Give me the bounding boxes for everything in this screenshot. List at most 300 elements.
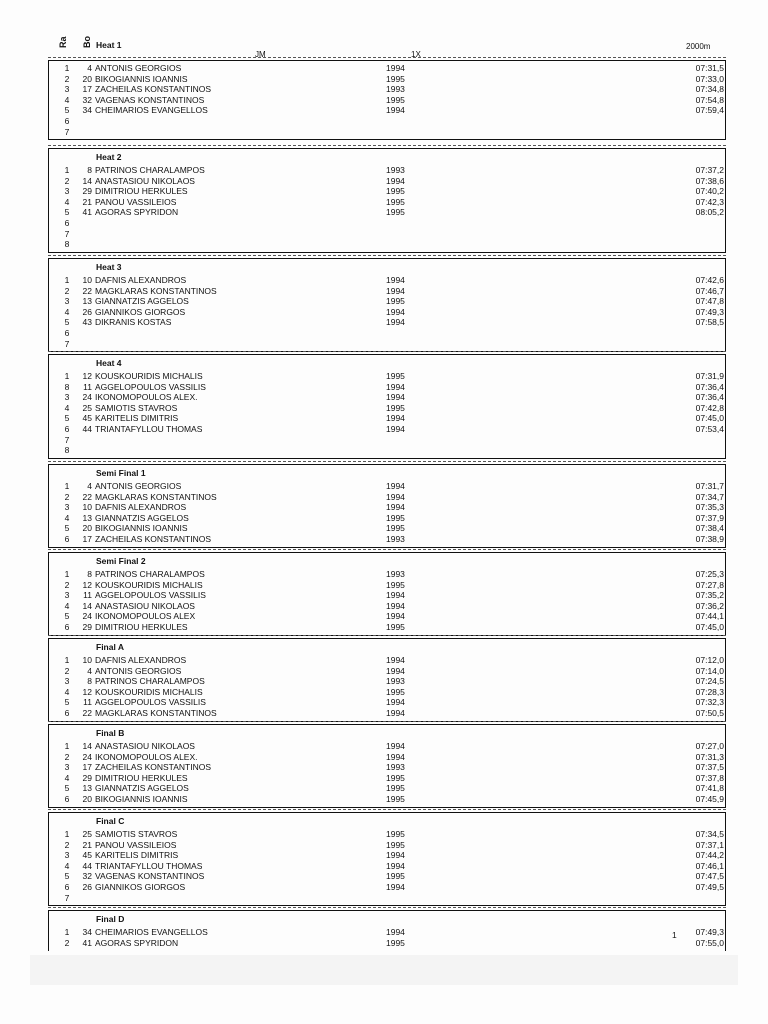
rank-cell: 4 [64,686,70,697]
bow-number-cell: 17 [82,84,92,95]
rank-cell: 6 [64,708,70,718]
rank-cell: 7 [64,434,70,445]
rower-name-cell: MAGKLARAS KONSTANTINOS [95,491,217,502]
finish-time-cell: 07:49,3 [695,927,724,937]
rower-name-cell: PANOU VASSILEIOS [95,839,177,850]
section-title: Semi Final 1 [96,468,146,478]
bow-number-cell: 45 [82,850,92,861]
rower-name-cell: KOUSKOURIDIS MICHALIS [95,686,203,697]
rank-cell: 5 [64,783,70,794]
result-row [0,741,768,752]
rank-cell: 1 [64,371,70,381]
finish-time-cell: 07:38,6 [695,175,724,186]
result-row [0,74,768,85]
rower-name-cell: ZACHEILAS KONSTANTINOS [95,534,212,544]
rower-name-cell: ANASTASIOU NIKOLAOS [95,600,195,611]
rank-cell: 6 [64,328,70,338]
result-row [0,207,768,218]
rank-cell: 3 [64,850,70,861]
finish-time-cell: 07:14,0 [695,665,724,676]
birth-year-cell: 1995 [386,512,405,523]
section-top-rule [48,351,726,352]
stray-mark: 1 [672,930,677,940]
result-row [0,481,768,492]
rank-cell: 2 [64,937,70,948]
rank-cell: 3 [64,296,70,307]
rower-name-cell: AGORAS SPYRIDON [95,937,179,948]
finish-time-cell: 07:37,5 [695,762,724,773]
rank-cell: 6 [64,882,70,892]
finish-time-cell: 07:12,0 [695,655,724,665]
finish-time-cell: 07:50,5 [695,708,724,718]
bow-number-cell: 34 [82,105,92,116]
birth-year-cell: 1995 [386,772,405,783]
section-title: Semi Final 2 [96,556,146,566]
rank-cell: 6 [64,218,70,228]
result-row [0,95,768,106]
finish-time-cell: 07:58,5 [695,317,724,328]
rower-name-cell: SAMIOTIS STAVROS [95,829,178,839]
rank-cell: 5 [64,871,70,882]
birth-year-cell: 1994 [386,708,405,718]
result-row [0,611,768,622]
birth-year-cell: 1994 [386,502,405,513]
rower-name-cell: ANTONIS GEORGIOS [95,63,182,73]
rank-cell: 3 [64,676,70,687]
finish-time-cell: 07:42,8 [695,402,724,413]
result-row [0,127,768,138]
bow-number-cell: 4 [87,665,92,676]
rank-cell: 8 [64,381,70,392]
result-row [0,882,768,893]
rower-name-cell: MAGKLARAS KONSTANTINOS [95,285,217,296]
category-header: JM [255,50,266,59]
rower-name-cell: ANASTASIOU NIKOLAOS [95,175,195,186]
result-row [0,492,768,503]
birth-year-cell: 1994 [386,611,405,622]
rower-name-cell: DIMITRIOU HERKULES [95,622,188,632]
rower-name-cell: ZACHEILAS KONSTANTINOS [95,762,212,773]
bow-number-cell: 12 [82,686,92,697]
rank-cell: 2 [64,175,70,186]
birth-year-cell: 1994 [386,665,405,676]
section-title: Heat 4 [96,358,122,368]
finish-time-cell: 07:42,6 [695,275,724,285]
rank-cell: 4 [64,402,70,413]
rower-name-cell: GIANNIKOS GIORGOS [95,882,186,892]
finish-time-cell: 07:41,8 [695,783,724,794]
finish-time-cell: 07:45,0 [695,622,724,632]
bow-number-cell: 11 [83,590,92,601]
finish-time-cell: 07:31,3 [695,751,724,762]
birth-year-cell: 1994 [386,413,405,424]
rank-cell: 6 [64,116,70,126]
rank-cell: 4 [64,512,70,523]
birth-year-cell: 1995 [386,622,405,632]
rower-name-cell: ZACHEILAS KONSTANTINOS [95,84,212,95]
rower-name-cell: DAFNIS ALEXANDROS [95,655,187,665]
bow-number-cell: 17 [82,762,92,773]
bow-number-cell: 4 [87,63,92,73]
finish-time-cell: 07:37,2 [695,165,724,175]
result-row [0,197,768,208]
rank-cell: 3 [64,186,70,197]
result-row [0,63,768,74]
result-row [0,622,768,633]
result-row [0,783,768,794]
rank-cell: 6 [64,622,70,632]
finish-time-cell: 07:31,5 [695,63,724,73]
result-row [0,165,768,176]
section-top-rule [48,549,726,550]
rower-name-cell: BIKOGIANNIS IOANNIS [95,794,188,804]
rank-cell: 4 [64,860,70,871]
bow-number-cell: 8 [87,676,92,687]
rank-cell: 7 [64,126,70,137]
finish-time-cell: 07:37,1 [695,839,724,850]
rower-name-cell: ANTONIS GEORGIOS [95,481,182,491]
finish-time-cell: 07:25,3 [695,569,724,579]
result-row [0,752,768,763]
birth-year-cell: 1994 [386,285,405,296]
bow-number-cell: 4 [87,481,92,491]
rank-cell: 1 [64,569,70,579]
birth-year-cell: 1993 [386,534,405,544]
section-top-rule [48,57,726,58]
section-title: Final B [96,728,125,738]
rank-cell: 2 [64,839,70,850]
bow-number-cell: 17 [82,534,92,544]
bow-number-cell: 32 [82,871,92,882]
rower-name-cell: GIANNIKOS GIORGOS [95,306,186,317]
bow-number-cell: 29 [82,622,92,632]
finish-time-cell: 07:46,1 [695,860,724,871]
bow-number-cell: 21 [82,839,92,850]
birth-year-cell: 1994 [386,491,405,502]
birth-year-cell: 1994 [386,481,405,491]
section-title: Final A [96,642,125,652]
bow-number-cell: 25 [82,829,92,839]
result-row [0,116,768,127]
rank-cell: 1 [64,927,70,937]
bow-number-cell: 12 [82,371,92,381]
birth-year-cell: 1995 [386,829,405,839]
result-row [0,840,768,851]
bow-number-cell: 14 [82,600,92,611]
rower-name-cell: MAGKLARAS KONSTANTINOS [95,708,217,718]
result-row [0,403,768,414]
birth-year-cell: 1995 [386,871,405,882]
bow-number-cell: 10 [82,655,92,665]
finish-time-cell: 07:40,2 [695,186,724,197]
bow-number-cell: 12 [82,579,92,590]
distance-header: 2000m [686,42,711,51]
result-row [0,307,768,318]
birth-year-cell: 1994 [386,381,405,392]
result-row [0,317,768,328]
result-row [0,938,768,949]
rower-name-cell: AGGELOPOULOS VASSILIS [95,590,206,601]
finish-time-cell: 07:44,1 [695,611,724,622]
birth-year-cell: 1994 [386,927,405,937]
birth-year-cell: 1993 [386,569,405,579]
result-row [0,861,768,872]
rower-name-cell: GIANNATZIS AGGELOS [95,296,189,307]
birth-year-cell: 1995 [386,523,405,534]
result-row [0,687,768,698]
rank-cell: 5 [64,207,70,218]
result-row [0,275,768,286]
rank-cell: 2 [64,73,70,84]
bow-column-header: Bo [82,36,92,48]
finish-time-cell: 07:28,3 [695,686,724,697]
finish-time-cell: 07:36,4 [695,381,724,392]
finish-time-cell: 07:35,3 [695,502,724,513]
bow-number-cell: 44 [82,860,92,871]
bow-number-cell: 26 [82,306,92,317]
rower-name-cell: KOUSKOURIDIS MICHALIS [95,371,203,381]
bow-number-cell: 45 [82,413,92,424]
result-row [0,239,768,250]
rower-name-cell: TRIANTAFYLLOU THOMAS [95,860,203,871]
rank-cell: 8 [64,239,70,250]
birth-year-cell: 1995 [386,937,405,948]
rank-cell: 6 [64,424,70,434]
rower-name-cell: BIKOGIANNIS IOANNIS [95,523,188,534]
rower-name-cell: DIMITRIOU HERKULES [95,772,188,783]
bow-number-cell: 24 [82,751,92,762]
result-row [0,762,768,773]
section-top-rule [48,461,726,462]
section-title: Heat 3 [96,262,122,272]
rank-cell: 5 [64,317,70,328]
birth-year-cell: 1994 [386,741,405,751]
result-row [0,84,768,95]
birth-year-cell: 1994 [386,655,405,665]
rank-cell: 7 [64,338,70,349]
finish-time-cell: 07:38,9 [695,534,724,544]
bow-number-cell: 44 [82,424,92,434]
birth-year-cell: 1995 [386,196,405,207]
rower-name-cell: AGORAS SPYRIDON [95,207,179,218]
birth-year-cell: 1994 [386,860,405,871]
birth-year-cell: 1993 [386,84,405,95]
rower-name-cell: PATRINOS CHARALAMPOS [95,569,205,579]
result-row [0,676,768,687]
section-top-rule [48,145,726,146]
bow-number-cell: 43 [82,317,92,328]
result-row [0,850,768,861]
rower-name-cell: GIANNATZIS AGGELOS [95,512,189,523]
result-row [0,186,768,197]
bow-number-cell: 20 [82,794,92,804]
result-row [0,218,768,229]
rank-cell: 1 [64,481,70,491]
rank-cell: 1 [64,655,70,665]
result-row [0,229,768,240]
result-row [0,697,768,708]
finish-time-cell: 07:27,0 [695,741,724,751]
bow-number-cell: 11 [83,697,92,708]
rank-column-header: Ra [58,36,68,48]
finish-time-cell: 07:53,4 [695,424,724,434]
birth-year-cell: 1994 [386,63,405,73]
rower-name-cell: IKONOMOPOULOS ALEX. [95,751,198,762]
result-row [0,580,768,591]
rower-name-cell: GIANNATZIS AGGELOS [95,783,189,794]
birth-year-cell: 1995 [386,839,405,850]
rank-cell: 3 [64,590,70,601]
bow-number-cell: 13 [82,512,92,523]
rower-name-cell: PATRINOS CHARALAMPOS [95,165,205,175]
rank-cell: 7 [64,228,70,239]
rank-cell: 5 [64,697,70,708]
result-row [0,534,768,545]
finish-time-cell: 07:37,8 [695,772,724,783]
result-row [0,435,768,446]
birth-year-cell: 1994 [386,697,405,708]
rower-name-cell: KARITELIS DIMITRIS [95,413,179,424]
birth-year-cell: 1995 [386,579,405,590]
birth-year-cell: 1994 [386,105,405,116]
result-row [0,445,768,456]
rank-cell: 4 [64,94,70,105]
rower-name-cell: PANOU VASSILEIOS [95,196,177,207]
bow-number-cell: 41 [82,207,92,218]
birth-year-cell: 1995 [386,794,405,804]
bow-number-cell: 8 [87,569,92,579]
bow-number-cell: 13 [82,296,92,307]
rower-name-cell: BIKOGIANNIS IOANNIS [95,73,188,84]
birth-year-cell: 1995 [386,73,405,84]
finish-time-cell: 07:36,2 [695,600,724,611]
section-top-rule [48,255,726,256]
rank-cell: 2 [64,491,70,502]
birth-year-cell: 1995 [386,207,405,218]
rower-name-cell: DIKRANIS KOSTAS [95,317,172,328]
rank-cell: 1 [64,829,70,839]
finish-time-cell: 08:05,2 [695,207,724,218]
finish-time-cell: 07:31,7 [695,481,724,491]
rower-name-cell: ANTONIS GEORGIOS [95,665,182,676]
bow-number-cell: 29 [82,772,92,783]
result-row [0,569,768,580]
birth-year-cell: 1995 [386,186,405,197]
bow-number-cell: 24 [82,611,92,622]
result-row [0,829,768,840]
rank-cell: 3 [64,392,70,403]
result-row [0,296,768,307]
rank-cell: 5 [64,413,70,424]
result-row [0,513,768,524]
bow-number-cell: 11 [83,381,92,392]
rank-cell: 1 [64,275,70,285]
rower-name-cell: CHEIMARIOS EVANGELLOS [95,927,208,937]
rank-cell: 7 [64,892,70,903]
rower-name-cell: TRIANTAFYLLOU THOMAS [95,424,203,434]
rank-cell: 6 [64,534,70,544]
bow-number-cell: 14 [82,175,92,186]
rank-cell: 1 [64,63,70,73]
birth-year-cell: 1994 [386,275,405,285]
finish-time-cell: 07:37,9 [695,512,724,523]
birth-year-cell: 1994 [386,850,405,861]
rank-cell: 1 [64,741,70,751]
rower-name-cell: VAGENAS KONSTANTINOS [95,871,205,882]
result-row [0,392,768,403]
rank-cell: 2 [64,751,70,762]
rower-name-cell: KARITELIS DIMITRIS [95,850,179,861]
result-row [0,413,768,424]
rank-cell: 2 [64,579,70,590]
result-row [0,871,768,882]
birth-year-cell: 1995 [386,94,405,105]
bow-number-cell: 10 [82,502,92,513]
finish-time-cell: 07:34,5 [695,829,724,839]
rank-cell: 6 [64,794,70,804]
birth-year-cell: 1994 [386,600,405,611]
page-footer-shade [30,955,738,985]
birth-year-cell: 1993 [386,762,405,773]
result-row [0,424,768,435]
bow-number-cell: 10 [82,275,92,285]
result-row [0,502,768,513]
section-top-rule [48,907,726,908]
result-row [0,773,768,784]
result-row [0,666,768,677]
finish-time-cell: 07:32,3 [695,697,724,708]
birth-year-cell: 1994 [386,590,405,601]
birth-year-cell: 1995 [386,402,405,413]
birth-year-cell: 1993 [386,165,405,175]
birth-year-cell: 1994 [386,751,405,762]
finish-time-cell: 07:46,7 [695,285,724,296]
finish-time-cell: 07:55,0 [695,937,724,948]
bow-number-cell: 22 [82,708,92,718]
rank-cell: 4 [64,600,70,611]
result-row [0,339,768,350]
rower-name-cell: PATRINOS CHARALAMPOS [95,676,205,687]
finish-time-cell: 07:24,5 [695,676,724,687]
rower-name-cell: SAMIOTIS STAVROS [95,402,178,413]
finish-time-cell: 07:45,9 [695,794,724,804]
rank-cell: 4 [64,772,70,783]
rower-name-cell: AGGELOPOULOS VASSILIS [95,381,206,392]
birth-year-cell: 1994 [386,392,405,403]
section-top-rule [48,809,726,810]
bow-number-cell: 13 [82,783,92,794]
rank-cell: 5 [64,105,70,116]
bow-number-cell: 20 [82,73,92,84]
finish-time-cell: 07:34,7 [695,491,724,502]
result-row [0,523,768,534]
section-title: Heat 2 [96,152,122,162]
bow-number-cell: 26 [82,882,92,892]
result-row [0,382,768,393]
finish-time-cell: 07:42,3 [695,196,724,207]
rower-name-cell: DAFNIS ALEXANDROS [95,502,187,513]
rank-cell: 3 [64,762,70,773]
boat-class-header: 1X [411,50,421,59]
section-title: Heat 1 [96,40,122,50]
bow-number-cell: 22 [82,491,92,502]
finish-time-cell: 07:31,9 [695,371,724,381]
section-top-rule [48,635,726,636]
result-row [0,286,768,297]
result-row [0,590,768,601]
rower-name-cell: KOUSKOURIDIS MICHALIS [95,579,203,590]
rower-name-cell: DIMITRIOU HERKULES [95,186,188,197]
